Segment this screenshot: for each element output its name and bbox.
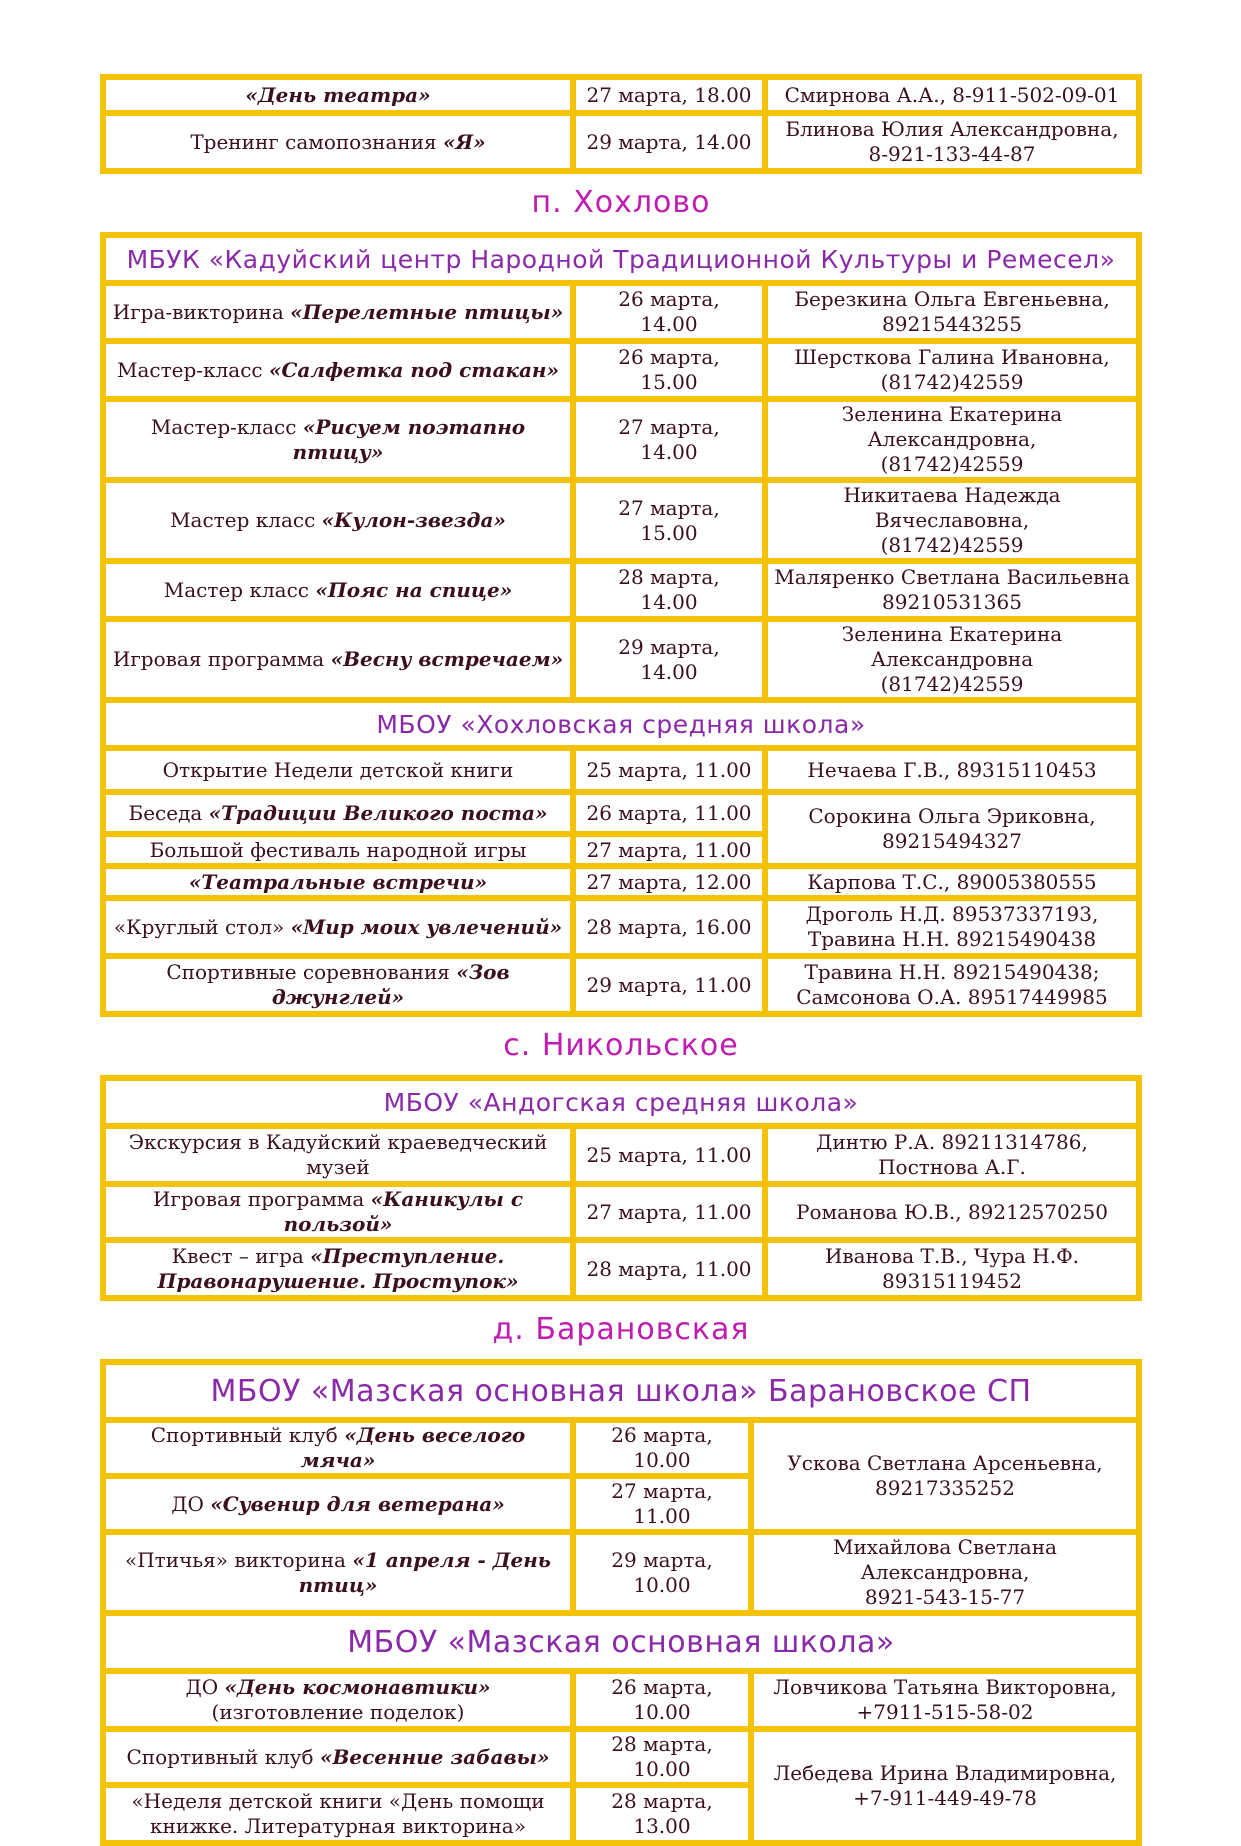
- event-title: «День веселого мяча»: [300, 1423, 526, 1472]
- contact-name: Зеленина Екатерина Александровна: [841, 622, 1063, 671]
- events-table-baranovskaya: [100, 1359, 1142, 1846]
- event-cell: [103, 866, 573, 898]
- date-cell: 28 марта, 13.00: [573, 1785, 751, 1843]
- table-row: [103, 1078, 1139, 1126]
- event-cell: [103, 1785, 573, 1843]
- event-type: Спортивные соревнования: [166, 960, 450, 984]
- event-cell: [103, 898, 573, 956]
- place-heading-nikolskoe: с. Никольское: [503, 1028, 739, 1063]
- date-time: 14.00: [640, 590, 698, 614]
- table-row: [103, 480, 1139, 561]
- contact-name: Лебедева Ирина Владимировна,: [773, 1761, 1117, 1785]
- contact-cell: [765, 561, 1139, 619]
- date-cell: 27 марта, 11.00: [573, 834, 765, 866]
- contact-phone: 89215494327: [882, 829, 1022, 853]
- contact-name: Маляренко Светлана Васильевна: [774, 565, 1130, 589]
- contact-cell: [751, 1420, 1139, 1532]
- date-cell: [573, 561, 765, 619]
- contact-phone: +7911-515-58-02: [856, 1700, 1034, 1724]
- table-row: [103, 619, 1139, 700]
- contact-name: Никитаева Надежда Вячеславовна,: [843, 483, 1061, 532]
- contact-name: Михайлова Светлана Александровна,: [833, 1535, 1057, 1584]
- event-title: «Мир моих увлечений»: [290, 914, 563, 939]
- event-cell: [103, 956, 573, 1014]
- table-row: [103, 1671, 1139, 1729]
- event-type: Спортивный клуб: [126, 1744, 314, 1769]
- date-cell: 27 марта, 12.00: [573, 866, 765, 898]
- event-cell: Открытие Недели детской книги: [103, 748, 573, 792]
- contact-name: Травина Н.Н. 89215490438: [807, 927, 1097, 951]
- contact-name: Сорокина Ольга Эриковна,: [808, 804, 1096, 828]
- table-row: [103, 748, 1139, 792]
- event-title: «Весенние забавы»: [319, 1744, 550, 1769]
- table-row: [103, 866, 1139, 898]
- date-cell: 27 марта, 11.00: [573, 1476, 751, 1532]
- date-cell: [573, 283, 765, 341]
- date-cell: 27 марта, 18.00: [573, 77, 765, 113]
- date-day: 26 марта,: [618, 345, 720, 369]
- date-cell: [573, 480, 765, 561]
- event-type: Мастер-класс: [117, 357, 263, 382]
- event-title: «1 апреля - День птиц»: [298, 1547, 551, 1597]
- organization-heading: МБОУ «Андогская средняя школа»: [103, 1078, 1139, 1126]
- event-cell: Экскурсия в Кадуйский краеведческий музей: [103, 1126, 573, 1184]
- date-time: 14.00: [640, 439, 698, 464]
- contact-cell: [751, 1671, 1139, 1729]
- event-title: «Сувенир для ветерана»: [210, 1491, 505, 1516]
- event-title: «День театра»: [245, 82, 431, 107]
- event-text: книжке. Литературная викторина»: [150, 1814, 526, 1838]
- date-cell: 28 марта, 10.00: [573, 1729, 751, 1785]
- contact-name: Березкина Ольга Евгеньевна,: [794, 287, 1110, 311]
- date-cell: 28 марта, 11.00: [573, 1240, 765, 1298]
- table-row: [103, 1240, 1139, 1298]
- event-cell: [103, 283, 573, 341]
- contact-cell: [765, 480, 1139, 561]
- date-cell: 29 марта, 10.00: [573, 1532, 751, 1613]
- table-row: [103, 1126, 1139, 1184]
- event-cell: [103, 399, 573, 480]
- contact-cell: Смирнова А.А., 8-911-502-09-01: [765, 77, 1139, 113]
- event-cell: Большой фестиваль народной игры: [103, 834, 573, 866]
- date-cell: [573, 399, 765, 480]
- event-cell: [103, 1532, 573, 1613]
- event-cell: [103, 480, 573, 561]
- date-time: 15.00: [640, 520, 698, 545]
- contact-cell: [765, 1126, 1139, 1184]
- date-cell: 27 марта, 11.00: [573, 1184, 765, 1240]
- contact-cell: [751, 1532, 1139, 1613]
- contact-name: Травина Н.Н. 89215490438;: [804, 960, 1100, 984]
- event-title: Правонарушение. Проступок»: [157, 1269, 519, 1293]
- contact-cell: [765, 113, 1139, 171]
- contact-name: Постнова А.Г.: [878, 1155, 1026, 1179]
- event-type: «Круглый стол»: [113, 914, 285, 939]
- contact-cell: [765, 898, 1139, 956]
- event-cell: [103, 619, 573, 700]
- table-row: [103, 956, 1139, 1014]
- table-row: [103, 561, 1139, 619]
- date-day: 26 марта,: [618, 287, 720, 311]
- contact-cell: Карпова Т.С., 89005380555: [765, 866, 1139, 898]
- contact-name: Динтю Р.А. 89211314786,: [816, 1130, 1088, 1154]
- table-row: [103, 1532, 1139, 1613]
- place-heading-baranovskaya: д. Барановская: [492, 1312, 750, 1347]
- contact-cell: [765, 956, 1139, 1014]
- date-cell: 29 марта, 14.00: [573, 113, 765, 171]
- contact-phone: 89217335252: [875, 1476, 1015, 1500]
- event-type: Спортивный клуб: [150, 1423, 338, 1447]
- event-cell: [103, 1240, 573, 1298]
- table-row: [103, 341, 1139, 399]
- event-title: «Весну встречаем»: [330, 647, 564, 671]
- event-type: ДО: [171, 1491, 204, 1516]
- event-title: «Перелетные птицы»: [290, 299, 564, 324]
- event-type: ДО: [185, 1675, 219, 1699]
- contact-phone: 89215443255: [882, 312, 1022, 336]
- date-time: 10.00: [633, 1700, 691, 1724]
- event-title: «Традиции Великого поста»: [208, 800, 548, 825]
- table-row: [103, 113, 1139, 171]
- event-subtitle: (изготовление поделок): [211, 1700, 465, 1724]
- date-time: 14.00: [640, 312, 698, 336]
- contact-phone: 89210531365: [882, 590, 1022, 614]
- contact-name: Блинова Юлия Александровна,: [785, 117, 1119, 141]
- event-title: «Театральные встречи»: [188, 869, 488, 894]
- date-cell: 25 марта, 11.00: [573, 748, 765, 792]
- event-type: Квест – игра: [171, 1244, 304, 1268]
- event-cell: [103, 113, 573, 171]
- date-cell: 29 марта, 11.00: [573, 956, 765, 1014]
- contact-name: Ускова Светлана Арсеньевна,: [787, 1451, 1103, 1475]
- event-title: «Зов джунглей»: [271, 960, 510, 1009]
- event-cell: [103, 561, 573, 619]
- table-row: [103, 399, 1139, 480]
- contact-cell: [765, 1240, 1139, 1298]
- event-title: «Я»: [443, 129, 486, 154]
- event-title: «Каникулы с пользой»: [283, 1187, 524, 1236]
- contact-phone: 89315119452: [882, 1269, 1022, 1293]
- contact-cell: [751, 1729, 1139, 1843]
- contact-phone: +7-911-449-49-78: [853, 1786, 1037, 1810]
- event-title: «Рисуем поэтапно птицу»: [292, 414, 526, 464]
- contact-name: Ловчикова Татьяна Викторовна,: [773, 1675, 1117, 1699]
- table-row: [103, 1420, 1139, 1476]
- table-row: [103, 1613, 1139, 1671]
- event-text: «Неделя детской книги «День помощи: [131, 1789, 545, 1813]
- contact-cell: Нечаева Г.В., 89315110453: [765, 748, 1139, 792]
- table-row: [103, 235, 1139, 283]
- organization-heading: МБОУ «Мазская основная школа» Барановское СП: [103, 1362, 1139, 1420]
- contact-phone: (81742)42559: [880, 370, 1024, 394]
- event-type: Беседа: [128, 800, 203, 825]
- date-day: 26 марта,: [611, 1675, 713, 1699]
- organization-heading: МБОУ «Мазская основная школа»: [103, 1613, 1139, 1671]
- event-title: «Салфетка под стакан»: [268, 357, 559, 382]
- date-day: 27 марта,: [618, 414, 720, 439]
- contact-cell: Романова Ю.В., 89212570250: [765, 1184, 1139, 1240]
- date-day: 29 марта,: [618, 634, 720, 659]
- event-title: «Преступление.: [310, 1244, 505, 1268]
- date-day: 27 марта,: [618, 495, 720, 520]
- contact-cell: [765, 283, 1139, 341]
- event-cell: [103, 77, 573, 113]
- table-row: [103, 1184, 1139, 1240]
- event-type: Игровая программа: [152, 1187, 365, 1211]
- table-row: [103, 1729, 1139, 1785]
- contact-cell: [765, 619, 1139, 700]
- event-type: «Птичья» викторина: [125, 1547, 346, 1572]
- contact-name: Иванова Т.В., Чура Н.Ф.: [824, 1244, 1080, 1268]
- contact-name: Зеленина Екатерина Александровна,: [841, 402, 1063, 451]
- date-cell: 26 марта, 10.00: [573, 1420, 751, 1476]
- event-type: Тренинг самопознания: [190, 129, 437, 154]
- event-cell: [103, 1184, 573, 1240]
- date-cell: [573, 1671, 751, 1729]
- event-cell: [103, 1729, 573, 1785]
- organization-heading: МБОУ «Хохловская средняя школа»: [103, 700, 1139, 748]
- contact-phone: (81742)42559: [880, 672, 1024, 696]
- event-type: Мастер класс: [163, 577, 309, 602]
- event-type: Игровая программа: [112, 647, 325, 671]
- contact-phone: 8-921-133-44-87: [868, 142, 1036, 166]
- table-row: [103, 77, 1139, 113]
- events-table-continuation: [100, 74, 1142, 174]
- table-row: [103, 898, 1139, 956]
- event-type: Мастер класс: [170, 508, 316, 532]
- table-row: [103, 283, 1139, 341]
- contact-cell: [765, 399, 1139, 480]
- event-cell: [103, 341, 573, 399]
- contact-phone: (81742)42559: [880, 533, 1024, 557]
- table-row: [103, 1362, 1139, 1420]
- contact-phone: (81742)42559: [880, 452, 1024, 476]
- date-cell: 28 марта, 16.00: [573, 898, 765, 956]
- date-cell: 26 марта, 11.00: [573, 792, 765, 834]
- date-cell: 25 марта, 11.00: [573, 1126, 765, 1184]
- contact-name: Самсонова О.А. 89517449985: [796, 985, 1108, 1009]
- contact-name: Шерсткова Галина Ивановна,: [794, 345, 1110, 369]
- event-title: «Кулон-звезда»: [321, 508, 506, 532]
- event-cell: [103, 1420, 573, 1476]
- contact-name: Дроголь Н.Д. 89537337193,: [805, 902, 1099, 926]
- event-title: «День космонавтики»: [224, 1675, 491, 1699]
- date-cell: [573, 619, 765, 700]
- events-table-nikolskoe: [100, 1075, 1142, 1301]
- date-time: 15.00: [640, 370, 698, 394]
- organization-heading: МБУК «Кадуйский центр Народной Традиционной Культуры и Ремесел»: [103, 235, 1139, 283]
- event-type: Мастер-класс: [150, 414, 297, 439]
- date-day: 28 марта,: [618, 565, 720, 589]
- place-heading-khokhlovo: п. Хохлово: [531, 185, 711, 220]
- page: [100, 74, 1142, 1846]
- events-table-khokhlovo: [100, 232, 1142, 1017]
- date-time: 14.00: [640, 659, 698, 684]
- event-cell: [103, 1671, 573, 1729]
- contact-cell: [765, 341, 1139, 399]
- table-row: [103, 792, 1139, 834]
- event-cell: [103, 792, 573, 834]
- event-type: Игра-викторина: [112, 299, 284, 324]
- contact-phone: 8921-543-15-77: [864, 1585, 1026, 1609]
- event-title: «Пояс на спице»: [315, 577, 513, 602]
- contact-cell: [765, 792, 1139, 866]
- table-row: [103, 700, 1139, 748]
- date-cell: [573, 341, 765, 399]
- event-cell: [103, 1476, 573, 1532]
